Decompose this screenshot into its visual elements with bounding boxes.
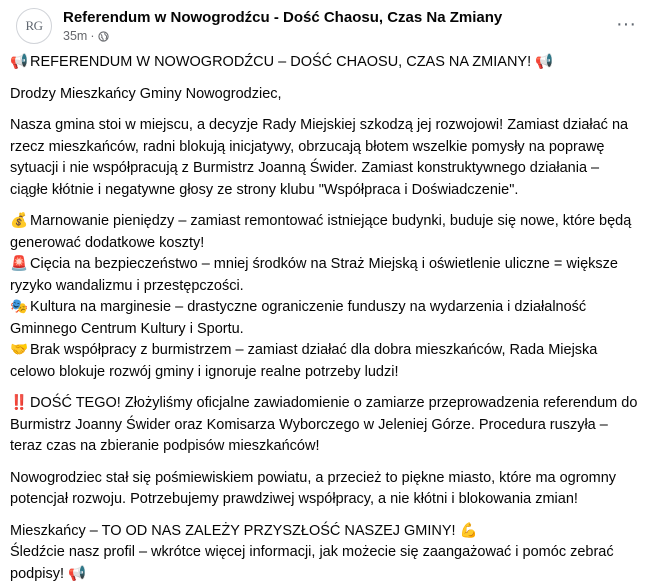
intro-paragraph: Nasza gmina stoi w miejscu, a decyzje Rady Miejskiej szkodzą jej rozwojowi! Zamiast działać na rzecz mieszkańców, radni blokują inicjatywy, obrzucają błotem wszelkie pomysły na poprawę sytuacji i nie współpracują z Burmistrz Joanną Świder. Zamiast konstruktywnego działania – ciągłe kłótnie i negatywne głosy ze strony klubu "Współpraca i Doświadczenie". xyxy=(10,115,640,201)
money-bag-icon: 💰 xyxy=(10,211,26,233)
globe-icon xyxy=(98,31,109,42)
siren-icon: 🚨 xyxy=(10,254,26,276)
post-timestamp[interactable]: 35m xyxy=(63,29,87,43)
call-to-action: Mieszkańcy – TO OD NAS ZALEŻY PRZYSZŁOŚĆ NASZEJ GMINY! 💪 xyxy=(10,521,640,543)
megaphone-icon: 📢 xyxy=(10,52,26,74)
flexed-biceps-icon: 💪 xyxy=(460,521,476,543)
more-options-icon[interactable]: ··· xyxy=(616,14,636,34)
point-item: 🤝 Brak współpracy z burmistrzem – zamiast działać dla dobra mieszkańców, Rada Miejska celowo blokuje rozwój gminy i ignoruje realne potrzeby ludzi! xyxy=(10,340,640,383)
post-header xyxy=(16,6,636,46)
page-avatar[interactable] xyxy=(16,8,52,44)
megaphone-icon: 📢 xyxy=(535,52,551,74)
theater-masks-icon: 🎭 xyxy=(10,297,26,319)
handshake-icon: 🤝 xyxy=(10,340,26,362)
page-name-link[interactable]: Referendum w Nowogrodźcu - Dość Chaosu, Czas Na Zmiany xyxy=(63,9,502,26)
point-item: 💰 Marnowanie pieniędzy – zamiast remontować istniejące budynki, buduje się nowe, które będą generować dodatkowe koszty! xyxy=(10,211,640,254)
point-item: 🚨 Cięcia na bezpieczeństwo – mniej środków na Straż Miejską i oświetlenie uliczne = większe ryzyko wandalizmu i przestępczości. xyxy=(10,254,640,297)
follow-line: Śledźcie nasz profil – wkrótce więcej informacji, jak możecie się zaangażować i pomóc zebrać podpisy! 📢 xyxy=(10,542,640,585)
closing-paragraph: Nowogrodziec stał się pośmiewiskiem powiatu, a przecież to piękne miasto, które ma ogromny potencjał rozwoju. Potrzebujemy prawdziwej współpracy, a nie kłótni i blokowania zmian! xyxy=(10,468,640,511)
avatar-logo-text: RG xyxy=(25,18,42,34)
headline: 📢 REFERENDUM W NOWOGRODŹCU – DOŚĆ CHAOSU, CZAS NA ZMIANY! 📢 xyxy=(10,52,640,74)
post-body xyxy=(10,52,640,585)
point-item: 🎭 Kultura na marginesie – drastyczne ograniczenie funduszy na wydarzenia i działalność Gminnego Centrum Kultury i Sportu. xyxy=(10,297,640,340)
alert-paragraph: ‼️ DOŚĆ TEGO! Złożyliśmy oficjalne zawiadomienie o zamiarze przeprowadzenia referendum do Burmistrz Joanny Świder oraz Komisarza Wyborczego w Jeleniej Górze. Procedura ruszyła – teraz czas na zbieranie podpisów mieszkańców! xyxy=(10,393,640,458)
double-exclamation-icon: ‼️ xyxy=(10,393,26,415)
greeting: Drodzy Mieszkańcy Gminy Nowogrodziec, xyxy=(10,84,640,106)
post-meta: 35m · xyxy=(63,29,109,43)
megaphone-icon: 📢 xyxy=(68,564,84,585)
